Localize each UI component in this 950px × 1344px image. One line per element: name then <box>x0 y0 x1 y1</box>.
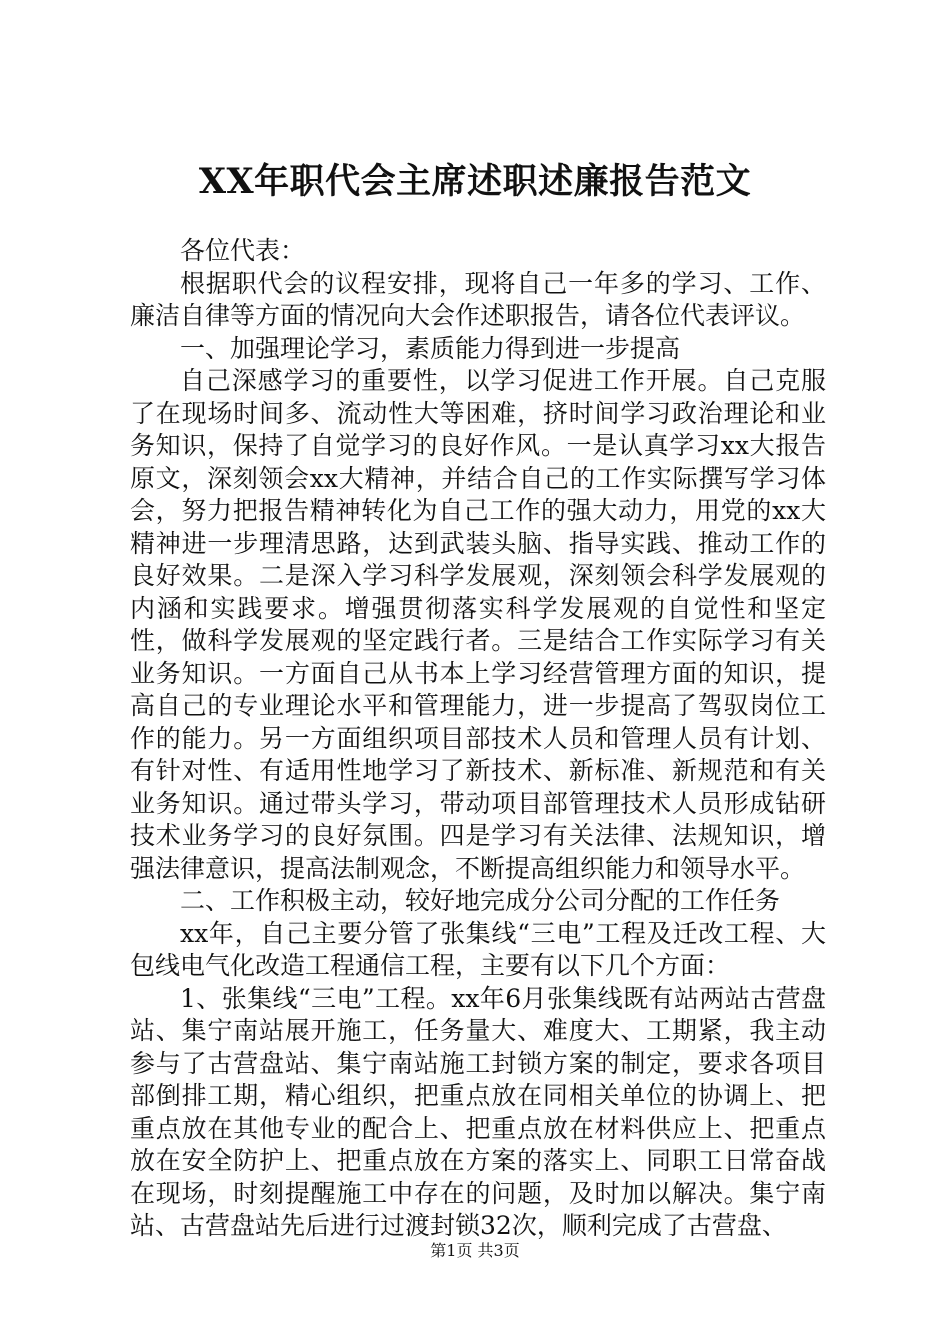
intro-paragraph: 根据职代会的议程安排，现将自己一年多的学习、工作、廉洁自律等方面的情况向大会作述职报告，请各位代表评议。 <box>130 268 826 330</box>
body-paragraph: xx年，自己主要分管了张集线“三电”工程及迁改工程、大包线电气化改造工程通信工程，主要有以下几个方面： <box>130 918 826 980</box>
document-body <box>130 235 826 1243</box>
page-number-footer: 第1页 共3页 <box>430 1241 520 1260</box>
document-title: XX年职代会主席述职述廉报告范文 <box>198 161 752 202</box>
section-heading-1: 一、加强理论学习，素质能力得到进一步提高 <box>180 333 681 363</box>
section-heading-2: 二、工作积极主动，较好地完成分公司分配的工作任务 <box>180 886 781 915</box>
body-paragraph: 1、张集线“三电”工程。xx年6月张集线既有站两站古营盘站、集宁南站展开施工，任务量大、难度大、工期紧，我主动参与了古营盘站、集宁南站施工封锁方案的制定，要求各项目部倒排工期，精心组织，把重点放在同相关单位的协调上、把重点放在其他专业的配合上、把重点放在材料供应上、把重点放在安全防护上、把重点放在方案的落实上、同职工日常奋战在现场，时刻提醒施工中存在的问题，及时加以解决。集宁南站、古营盘站先后进行过渡封锁32次，顺利完成了古营盘、 <box>130 983 826 1240</box>
salutation-paragraph: 各位代表： <box>180 236 306 265</box>
body-paragraph: 自己深感学习的重要性，以学习促进工作开展。自己克服了在现场时间多、流动性大等困难，挤时间学习政治理论和业务知识，保持了自觉学习的良好作风。一是认真学习xx大报告原文，深刻领会xx大精神，并结合自己的工作实际撰写学习体会，努力把报告精神转化为自己工作的强大动力，用党的xx大精神进一步理清思路，达到武装头脑、指导实践、推动工作的良好效果。二是深入学习科学发展观，深刻领会科学发展观的内涵和实践要求。增强贯彻落实科学发展观的自觉性和坚定性，做科学发展观的坚定践行者。三是结合工作实际学习有关业务知识。一方面自己从书本上学习经营管理方面的知识，提高自己的专业理论水平和管理能力，进一步提高了驾驭岗位工作的能力。另一方面组织项目部技术人员和管理人员有计划、有针对性、有适用性地学习了新技术、新标准、新规范和有关业务知识。通过带头学习，带动项目部管理技术人员形成钻研技术业务学习的良好氛围。四是学习有关法律、法规知识，增强法律意识，提高法制观念，不断提高组织能力和领导水平。 <box>130 366 826 883</box>
